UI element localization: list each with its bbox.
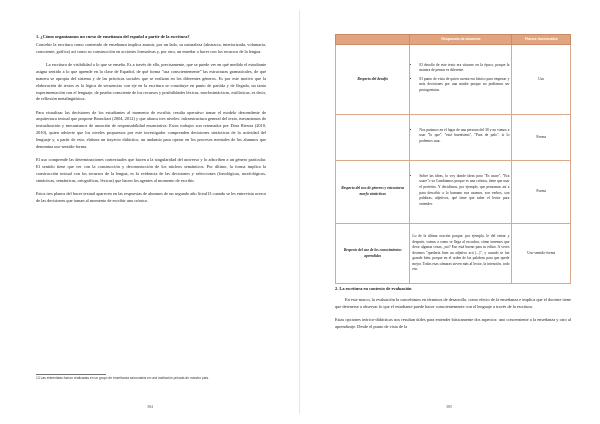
response-cell [410,161,512,224]
response-item: • Sobre las ideas, lo voy donde ideas para "Es usare", "Era usare"o va Cambiamos porque es una crónica, tiene que usar el pretérito. Y decidimos, por ejemplo, que pensamos así a para describir a lo humano nos usamos, son verbos, son palabras, adjetivos, qué tiene que saber el lector para entender. [419,174,509,208]
paragraph: Para visualizar las decisiones de los estudiantes al momento de escribir, resulta operativo tomar el modelo descendente de arquitectura textual que propone Bronckart (2004, 2012) y que abarca tres niveles: infraestructura general del texto, mecanismos de textualización y mecanismos de asunción de responsabilidad enunciativa. Estos trabajos son retomados por Dora Riestra (2010, 2010), quien advierte que los niveles propuestos por este investigador comprenden decisiones sintácticas de la actividad del lenguaje y, a partir de esto, elabora un trayecto didáctico, un andamio para operar en los procesos mentales de los alumnos que denomina uso-sentido-forma. [36,109,266,150]
right-page [300,0,600,424]
response-item: Lo de la última oración porque, por ejemplo, le del entrar y después, vamos a como se llega al escuchar, cómo tenemos que decir algunas cosas, ¿no? Eso está bueno para tu editor. A veces decimos "quedaría bien un adjetivo acá (...)", y cuando se fue grande bien, porque en el orden de las palabras para que quede mejor. Todas esas cámaras sirven más al lector, la intención, todo eso. [412,233,510,272]
footnote: 13 Las entrevistas fueron realizadas en un grupo de enseñanza secundaria en una institución privada de nuestro país. [36,376,210,380]
paragraph: La escritura de visibilidad a lo que se enseña. Es a través de ella, precisamente, que se puede ver en qué medida el estudiante asigna sentido a lo que aprende en la clase de Español, de qué forma "usa conscientemente" las estructuras gramaticales, de qué manera se apropia del sistema y de las prácticas sociales que se realizan en los diferentes géneros. Es por este motivo que la elaboración de textos es la lógica de secuencias con eje en la escritura se constituye en punto de partida y de llegada, un tanto experimentación con el lenguaje, de prueba consciente de los recursos y posibilidades léxicas, morfosintácticas, estilísticas, es decir, de reflexión metalingüística. [36,61,266,102]
response-cell [410,224,512,284]
category-cell [336,115,410,161]
section-heading-2: 2. La escritura en contexto de evaluación [335,286,412,291]
response-cell [410,45,512,115]
category-cell: Respecto del uso de los conocimientos aprendidos [336,224,410,284]
response-item: • El punto de vista de quien cuenta era básico para empezar y más decisiones por una madre porque no podíamos ser protagonistas. [419,77,509,94]
paragraph: Estos tres planos del hacer textual aparecen en las respuestas de alumnos de un segundo año liceal13 cuando se les entrevista acerca de las decisiones que toman al momento de escribir una crónica. [36,190,266,203]
paragraph: El uso comprende las determinaciones contextuales que hacen a la singularidad del universo y lo adscriben a un género particular. El sentido tiene que ver con la construcción y deconstrucción de los núcleos semánticos. Por último, la forma implica la construcción textual con los recursos de la lengua, es la evidencia de las decisiones y selecciones (fonológicas, morfológicas, sintácticas, semánticas, ortográficas, léxicas) que hacen los agentes al momento de escribir. [36,157,266,183]
response-item: • Nos pusimos en el lugar de una persona del 30 y no vamos a usar "lo que", "está buenísimo", "Para de palo", si lo podemos usar. [419,128,509,145]
section-heading-1: 1. ¿Cómo organizamos un curso de enseñanza del español a partir de la escritura? [36,34,190,39]
table-row [336,224,571,284]
responses-table [335,34,571,284]
table-header-row [336,35,571,45]
response-item: • El desafío de este texto era situarse en la época, porque la manera de pensar es diferente. [419,63,509,74]
table-header-cell: Respuesta de alumnos [410,35,512,45]
functional-plane-cell: Forma [512,115,571,161]
functional-plane-cell: Uso [512,45,571,115]
functional-plane-cell: Uso-sentido-forma [512,224,571,284]
page-number-right: 385 [446,404,452,409]
paragraph: Concebir la escritura como contenido de enseñanza implica asumir, por un lado, su naturaleza (abstracta, interiorizada, voluntaria, consciente, gráfica) así como su construcción en acciones formativas y, por otro, un enseñar a hacer con los recursos de la lengua. [36,41,266,54]
page-number-left: 384 [147,404,153,409]
paragraph: En este marco, la evaluación la concebimos en términos de desarrollo, como efecto de la enseñanza e implica que el docente tiene que detenerse a observar lo que el estudiante puede hacer conscientemente con el lenguaje a través de la escritura. [335,296,571,309]
left-page-content [36,34,266,211]
table-header-cell: Planos funcionales [512,35,571,45]
category-cell: Respecto del uso de géneros y estructuras morfo-sintácticas [336,161,410,224]
paragraph: Estas opciones teórico-didácticas nos resultan útiles para entender básicamente dos aspectos: uno concerniente a la enseñanza y otro al aprendizaje. Desde el punto de vista de la [335,316,571,329]
response-cell [410,115,512,161]
right-page-content [335,286,571,337]
table-row [336,45,571,115]
footnote-rule [36,374,106,375]
functional-plane-cell: Forma [512,161,571,224]
category-cell: Respecto del desafío [336,45,410,115]
table-header-cell [336,35,410,45]
table-row [336,161,571,224]
table-row [336,115,571,161]
